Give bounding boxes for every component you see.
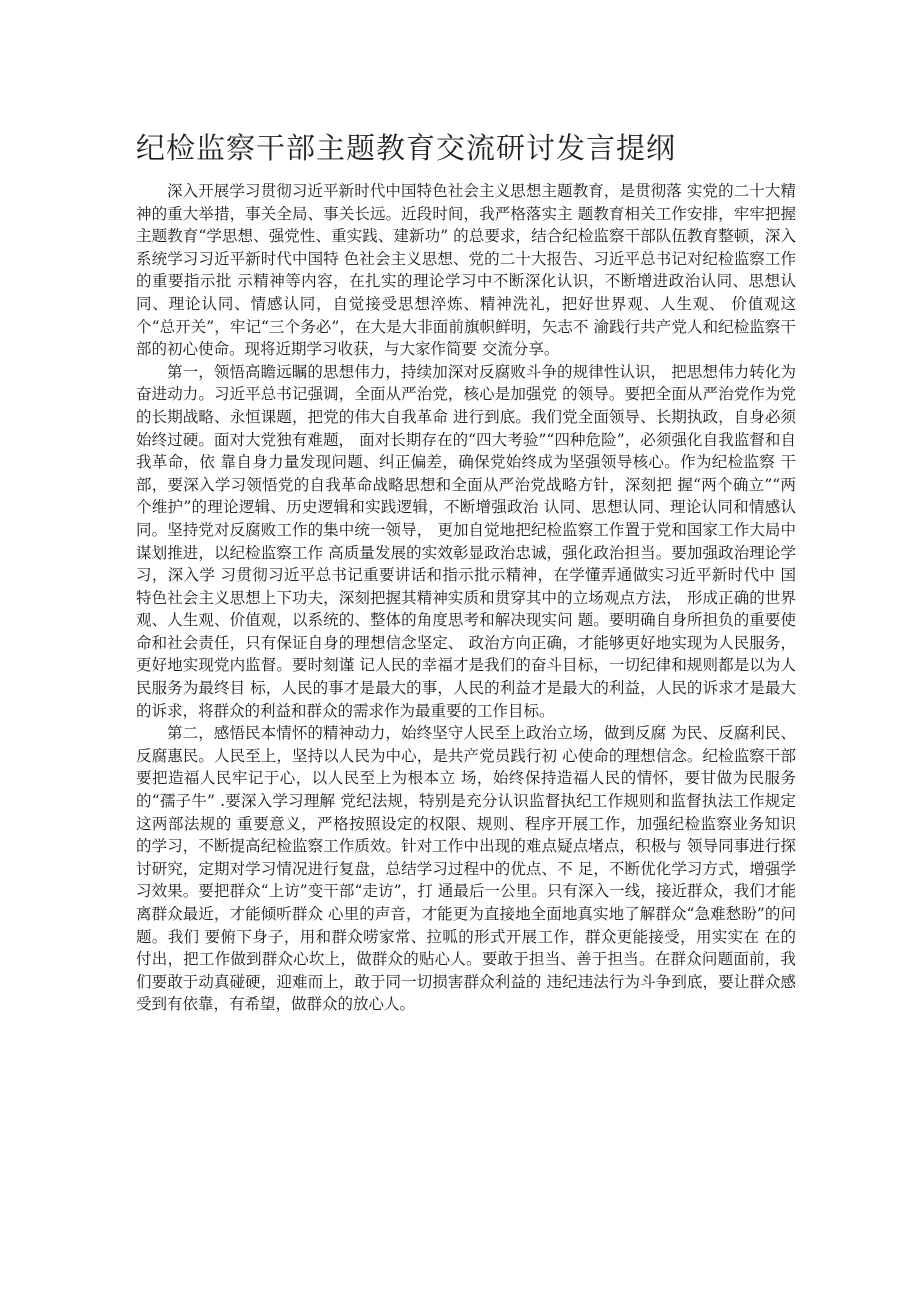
paragraph-first-point: 第一，领悟高瞻远瞩的思想伟力，持续加深对反腐败斗争的规律性认识， 把思想伟力转化为奋进动力。习近平总书记强调，全面从严治党，核心是加强党 的领导。要把全面从严治党作为党的长期战略、永恒课题，把党的伟大自我革命 进行到底。我们党全面领导、长期执政，自身必须始终过硬。面对大党独有难题， 面对长期存在的“四大考验”“四种危险”，必须强化自我监督和自我革命，依 靠自身力量发现问题、纠正偏差，确保党始终成为坚强领导核心。作为纪检监察 干部，要深入学习领悟党的自我革命战略思想和全面从严治党战略方针，深刻把 握“两个确立”“两个维护”的理论逻辑、历史逻辑和实践逻辑，不断增强政治 认同、思想认同、理论认同和情感认同。坚持党对反腐败工作的集中统一领导， 更加自觉地把纪检监察工作置于党和国家工作大局中谋划推进，以纪检监察工作 高质量发展的实效彰显政治忠诚，强化政治担当。要加强政治理论学习，深入学 习贯彻习近平总书记重要讲话和指示批示精神，在学懂弄通做实习近平新时代中 国特色社会主义思想上下功夫，深刻把握其精神实质和贯穿其中的立场观点方法， 形成正确的世界观、人生观、价值观，以系统的、整体的角度思考和解决现实问 题。要明确自身所担负的重要使命和社会责任，只有保证自身的理想信念坚定、 政治方向正确，才能够更好地实现为人民服务，更好地实现党内监督。要时刻谨 记人民的幸福才是我们的奋斗目标，一切纪律和规则都是以为人民服务为最终目 标，人民的事才是最大的事，人民的利益才是最大的利益，人民的诉求才是最大 的诉求，将群众的利益和群众的需求作为最重要的工作目标。: [136, 362, 796, 720]
document-title: 纪检监察干部主题教育交流研讨发言提纲: [136, 131, 677, 165]
paragraph-second-point: 第二，感悟民本情怀的精神动力，始终坚守人民至上政治立场，做到反腐 为民、反腐利民、反腐惠民。人民至上，坚持以人民为中心，是共产党员践行初 心使命的理想信念。纪检监察干部要把造福人民牢记于心，以人民至上为根本立 场，始终保持造福人民的情怀，要甘做为民服务的“孺子牛” .要深入学习理解 党纪法规，特别是充分认识监督执纪工作规则和监督执法工作规定这两部法规的 重要意义，严格按照设定的权限、规则、程序开展工作，加强纪检监察业务知识 的学习，不断提高纪检监察工作质效。针对工作中出现的难点疑点堵点，积极与 领导同事进行探讨研究，定期对学习情况进行复盘，总结学习过程中的优点、不 足，不断优化学习方式，增强学习效果。要把群众“上访”变干部“走访”，打 通最后一公里。只有深入一线，接近群众，我们才能离群众最近，才能倾听群众 心里的声音，才能更为直接地全面地真实地了解群众“急难愁盼”的问题。我们 要俯下身子，用和群众唠家常、拉呱的形式开展工作，群众更能接受，用实实在 在的付出，把工作做到群众心坎上，做群众的贴心人。要敢于担当、善于担当。在群众问题面前，我们要敢于动真碰硬，迎难而上，敢于同一切损害群众利益的 违纪违法行为斗争到底，要让群众感受到有依靠，有希望，做群众的放心人。: [136, 724, 796, 1014]
paragraph-intro: 深入开展学习贯彻习近平新时代中国特色社会主义思想主题教育，是贯彻落 实党的二十大精神的重大举措，事关全局、事关长远。近段时间，我严格落实主 题教育相关工作安排，牢牢把握主题教育“学思想、强党性、重实践、建新功” 的总要求，结合纪检监察干部队伍教育整顿，深入系统学习习近平新时代中国特 色社会主义思想、党的二十大报告、习近平总书记对纪检监察工作的重要指示批 示精神等内容，在扎实的理论学习中不断深化认识，不断增进政治认同、思想认 同、理论认同、情感认同，自觉接受思想淬炼、精神洗礼，把好世界观、人生观、 价值观这个“总开关”，牢记“三个务必”，在大是大非面前旗帜鲜明，矢志不 渝践行共产党人和纪检监察干部的初心使命。现将近期学习收获，与大家作简要 交流分享。: [136, 182, 796, 359]
document-page: [136, 128, 796, 1016]
